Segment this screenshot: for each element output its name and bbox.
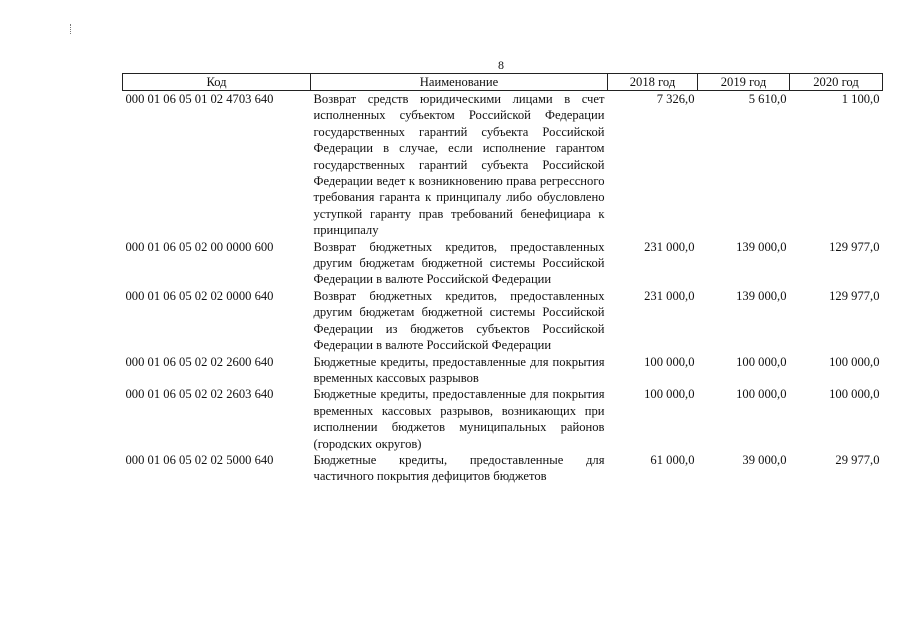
header-code: Код (123, 74, 311, 91)
row-value-2020: 29 977,0 (835, 452, 880, 467)
header-2018: 2018 год (608, 74, 698, 91)
table-row (123, 354, 883, 387)
row-value-2018: 231 000,0 (644, 288, 695, 303)
row-value-2018: 7 326,0 (656, 92, 695, 106)
row-name: Возврат бюджетных кредитов, предоставленных другим бюджетам бюджетной системы Российской Федерации в валюте Российской Федерации (313, 239, 605, 287)
table-header-row (123, 74, 883, 91)
row-value-2019: 100 000,0 (736, 354, 787, 369)
row-value-2020: 129 977,0 (829, 239, 880, 254)
header-2019: 2019 год (698, 74, 790, 91)
table-row (123, 91, 883, 239)
row-value-2018: 231 000,0 (644, 239, 695, 254)
row-name: Бюджетные кредиты, предоставленные для покрытия временных кассовых разрывов (313, 354, 605, 385)
row-value-2018: 61 000,0 (650, 452, 695, 467)
row-name: Бюджетные кредиты, предоставленные для частичного покрытия дефицитов бюджетов (313, 452, 605, 484)
header-name: Наименование (311, 74, 608, 91)
table-row (123, 386, 883, 452)
header-2020: 2020 год (790, 74, 883, 91)
row-value-2019: 100 000,0 (736, 387, 787, 402)
row-value-2019: 139 000,0 (736, 239, 787, 254)
row-code: 000 01 06 05 02 02 0000 640 (125, 288, 274, 303)
row-code: 000 01 06 05 02 02 2603 640 (125, 387, 274, 402)
row-value-2020: 1 100,0 (841, 92, 880, 106)
row-value-2018: 100 000,0 (644, 387, 695, 402)
table-row (123, 288, 883, 354)
row-code: 000 01 06 05 02 02 2600 640 (125, 354, 274, 369)
row-value-2019: 39 000,0 (742, 452, 787, 467)
row-code: 000 01 06 05 02 00 0000 600 (125, 239, 274, 254)
page-number: 8 (498, 58, 504, 72)
row-value-2019: 5 610,0 (748, 92, 787, 106)
scan-margin-mark (70, 24, 73, 34)
row-value-2020: 100 000,0 (829, 354, 880, 369)
row-code: 000 01 06 05 02 02 5000 640 (125, 452, 274, 467)
row-code: 000 01 06 05 01 02 4703 640 (125, 92, 274, 106)
row-name: Возврат средств юридическими лицами в счет исполненных субъектом Российской Федерации государственных гарантий субъекта Российской Федерации в случае, если исполнение гарантом государственных гарантий субъекта Российской Федерации ведет к возникновению права регрессного требования гаранта к принципалу либо обусловлено уступкой гаранту прав требований бенефициара к принципалу (313, 92, 605, 238)
row-value-2020: 129 977,0 (829, 288, 880, 303)
row-value-2018: 100 000,0 (644, 354, 695, 369)
row-name: Возврат бюджетных кредитов, предоставленных другим бюджетам бюджетной системы Российской Федерации из бюджетов субъектов Российской Федерации в валюте Российской Федерации (313, 288, 605, 353)
table-row (123, 239, 883, 288)
row-name: Бюджетные кредиты, предоставленные для покрытия временных кассовых разрывов, возникающих при исполнении бюджетов муниципальных районов (городских округов) (313, 387, 605, 451)
budget-table (122, 73, 883, 485)
row-value-2020: 100 000,0 (829, 387, 880, 402)
table-row (123, 452, 883, 485)
row-value-2019: 139 000,0 (736, 288, 787, 303)
